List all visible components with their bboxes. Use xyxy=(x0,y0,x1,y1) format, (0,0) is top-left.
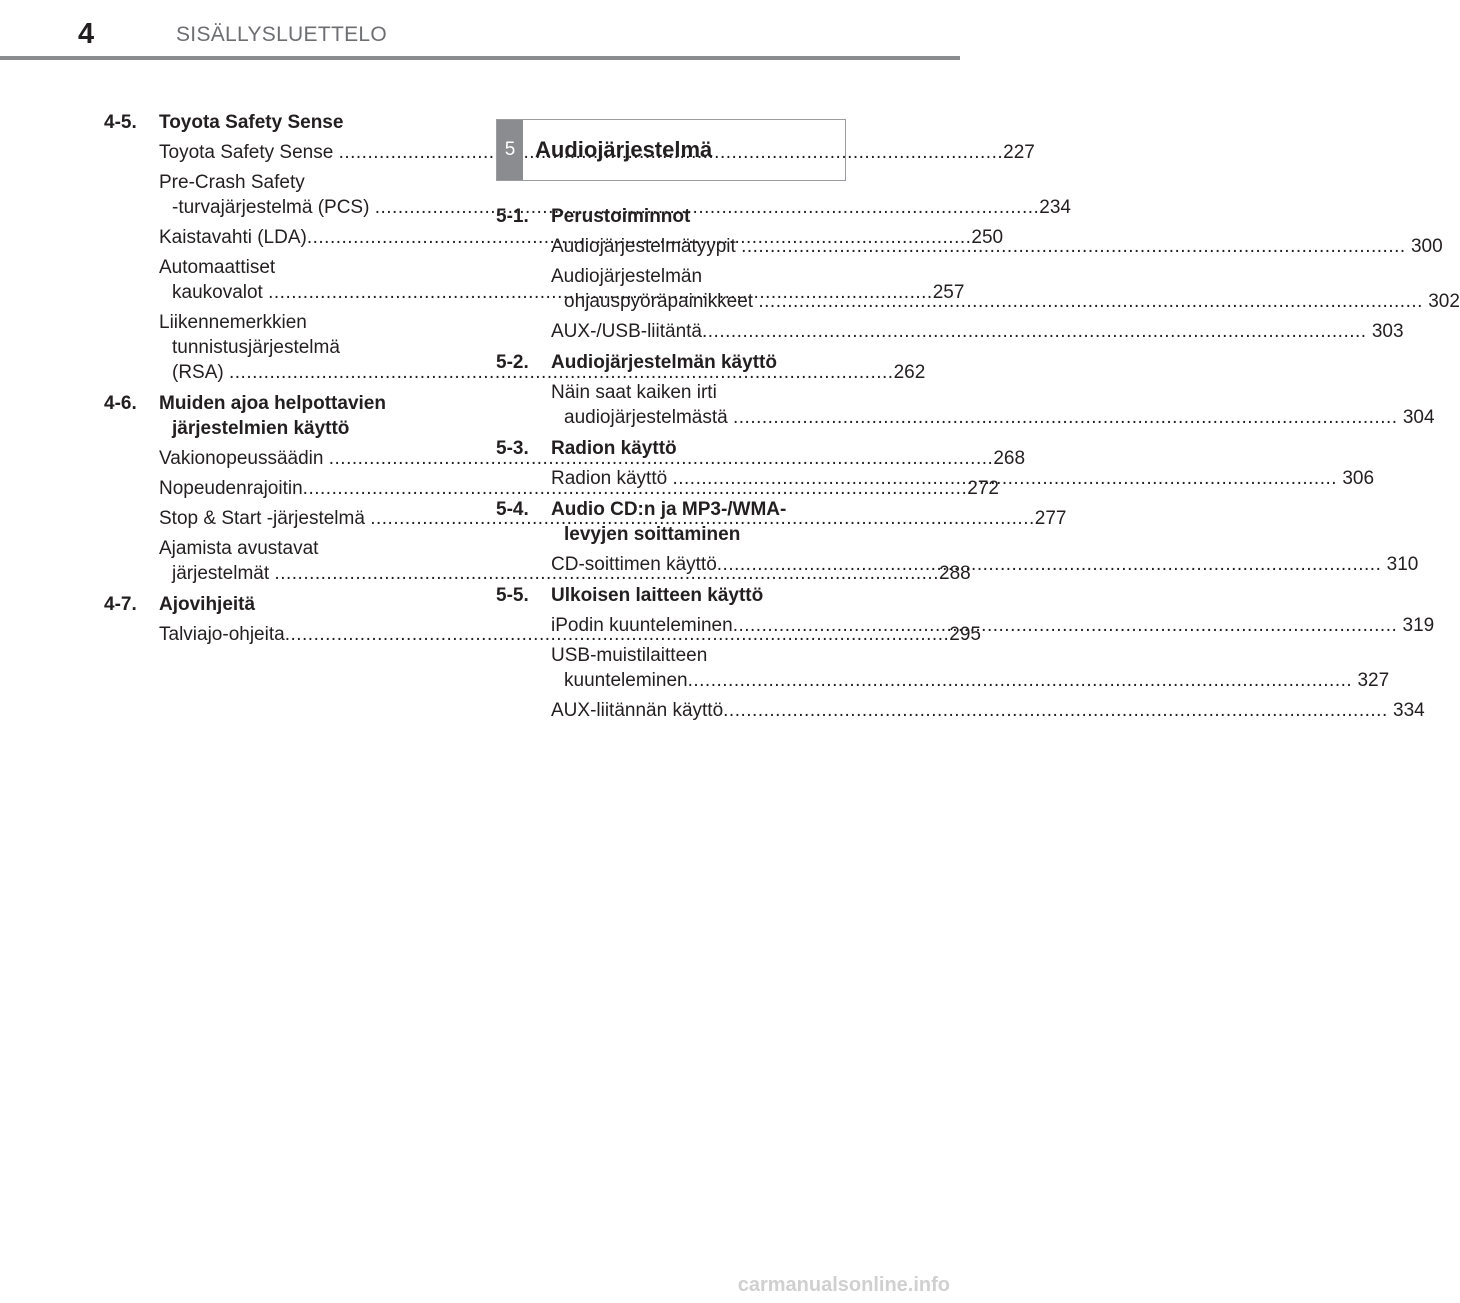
section-number: 4-7. xyxy=(104,594,137,615)
entry-text-line: AUX-/USB-liitäntä xyxy=(551,321,702,342)
entry-text-line: kuunteleminen xyxy=(564,670,688,691)
section-heading xyxy=(496,436,834,461)
section-title[interactable]: Radion käyttö xyxy=(551,438,677,459)
page-title: SISÄLLYSLUETTELO xyxy=(176,23,387,46)
section-title[interactable]: Perustoiminnot xyxy=(551,206,691,227)
entry-leader-line xyxy=(551,319,1404,344)
entry-text-line: ohjauspyöräpainikkeet xyxy=(564,291,759,312)
page-ref: 306 xyxy=(1337,468,1375,489)
entry-text-line: audiojärjestelmästä xyxy=(564,407,733,428)
header-divider xyxy=(0,56,960,60)
dot-leader xyxy=(717,554,1382,575)
page-ref: 268 xyxy=(993,448,1026,469)
entry-text-line: Pre-Crash Safety xyxy=(159,172,305,193)
toc-entry[interactable] xyxy=(551,698,1425,723)
section-heading xyxy=(104,592,448,617)
entry-text-line: -turvajärjestelmä (PCS) xyxy=(172,197,375,218)
dot-leader xyxy=(758,291,1423,312)
entry-text-line: CD-soittimen käyttö xyxy=(551,554,717,575)
entry-text-line: Näin saat kaiken irti xyxy=(551,382,717,403)
section-title[interactable]: Muiden ajoa helpottavien järjestelmien käyttö xyxy=(159,393,386,439)
entry-text-line: Ajamista avustavat xyxy=(159,538,319,559)
section-title[interactable]: Toyota Safety Sense xyxy=(159,112,344,133)
entry-leader-line xyxy=(551,668,1390,693)
entry-text-line: Automaattiset xyxy=(159,257,276,278)
entry-text-line: kaukovalot xyxy=(172,282,269,303)
entry-leader-line xyxy=(551,698,1425,723)
page-ref: 227 xyxy=(1003,142,1035,163)
entry-text-line: Nopeudenrajoitin xyxy=(159,478,303,499)
page-ref: 303 xyxy=(1366,321,1404,342)
section-title[interactable]: Audiojärjestelmän käyttö xyxy=(551,352,777,373)
chapter-heading-box xyxy=(496,119,846,181)
page-ref: 277 xyxy=(1034,508,1067,529)
page-number: 4 xyxy=(78,18,95,50)
section-heading xyxy=(496,497,834,547)
page-ref: 295 xyxy=(949,624,981,645)
page-ref: 319 xyxy=(1397,615,1435,636)
entry-text-line: Stop & Start -järjestelmä xyxy=(159,508,371,529)
section-heading xyxy=(104,391,448,441)
page-ref: 304 xyxy=(1397,407,1435,428)
entry-text-line: tunnistusjärjestelmä xyxy=(172,337,340,358)
entry-text-line: iPodin kuunteleminen xyxy=(551,615,733,636)
section-title[interactable]: Ajovihjeitä xyxy=(159,594,256,615)
entry-text-line: (RSA) xyxy=(172,362,229,383)
section-title[interactable]: Audio CD:n ja MP3-/WMA-levyjen soittaminen xyxy=(551,499,787,545)
toc-entry[interactable] xyxy=(551,380,1435,430)
section-number: 5-5. xyxy=(496,585,529,606)
section-title[interactable]: Ulkoisen laitteen käyttö xyxy=(551,585,764,606)
page-header xyxy=(0,0,960,62)
toc-entry[interactable] xyxy=(551,643,1390,693)
section-number: 4-5. xyxy=(104,112,137,133)
chapter-number-tab: 5 xyxy=(497,120,523,180)
dot-leader xyxy=(733,407,1398,428)
page-ref: 300 xyxy=(1405,236,1443,257)
watermark: carmanualsonline.info xyxy=(737,1274,950,1296)
entry-text-line: Liikennemerkkien xyxy=(159,312,307,333)
entry-leader-line xyxy=(551,405,1435,430)
section-heading xyxy=(104,110,448,135)
entry-text-line: Audiojärjestelmätyypit xyxy=(551,236,742,257)
section-number: 5-4. xyxy=(496,499,529,520)
entry-text-line: Toyota Safety Sense xyxy=(159,142,339,163)
section-heading xyxy=(496,350,834,375)
dot-leader xyxy=(741,236,1406,257)
page-ref: 302 xyxy=(1422,291,1460,312)
section-heading xyxy=(496,204,834,229)
section-number: 5-1. xyxy=(496,206,529,227)
section-number: 5-2. xyxy=(496,352,529,373)
dot-leader xyxy=(702,321,1367,342)
page-ref: 272 xyxy=(967,478,999,499)
page-ref: 257 xyxy=(932,282,965,303)
entry-text-line: järjestelmät xyxy=(172,563,275,584)
entry-text-line: Talviajo-ohjeita xyxy=(159,624,285,645)
dot-leader xyxy=(733,615,1398,636)
section-number: 5-3. xyxy=(496,438,529,459)
entry-text-line: Kaistavahti (LDA) xyxy=(159,227,307,248)
toc-entry[interactable] xyxy=(551,319,1404,344)
entry-text-line: Audiojärjestelmän xyxy=(551,266,703,287)
section-number: 4-6. xyxy=(104,393,137,414)
page-ref: 310 xyxy=(1381,554,1419,575)
dot-leader xyxy=(672,468,1337,489)
dot-leader xyxy=(688,670,1353,691)
entry-text-line: Vakionopeussäädin xyxy=(159,448,329,469)
page-ref: 288 xyxy=(939,563,971,584)
page-ref: 234 xyxy=(1039,197,1071,218)
page-ref: 334 xyxy=(1387,700,1425,721)
chapter-title: Audiojärjestelmä xyxy=(535,137,713,162)
page-ref: 327 xyxy=(1352,670,1390,691)
entry-text-line: AUX-liitännän käyttö xyxy=(551,700,724,721)
dot-leader xyxy=(723,700,1388,721)
entry-text-line: USB-muistilaitteen xyxy=(551,645,708,666)
page-ref: 250 xyxy=(971,227,1004,248)
entry-text-line: Radion käyttö xyxy=(551,468,673,489)
page-ref: 262 xyxy=(893,362,926,383)
section-heading xyxy=(496,583,834,608)
